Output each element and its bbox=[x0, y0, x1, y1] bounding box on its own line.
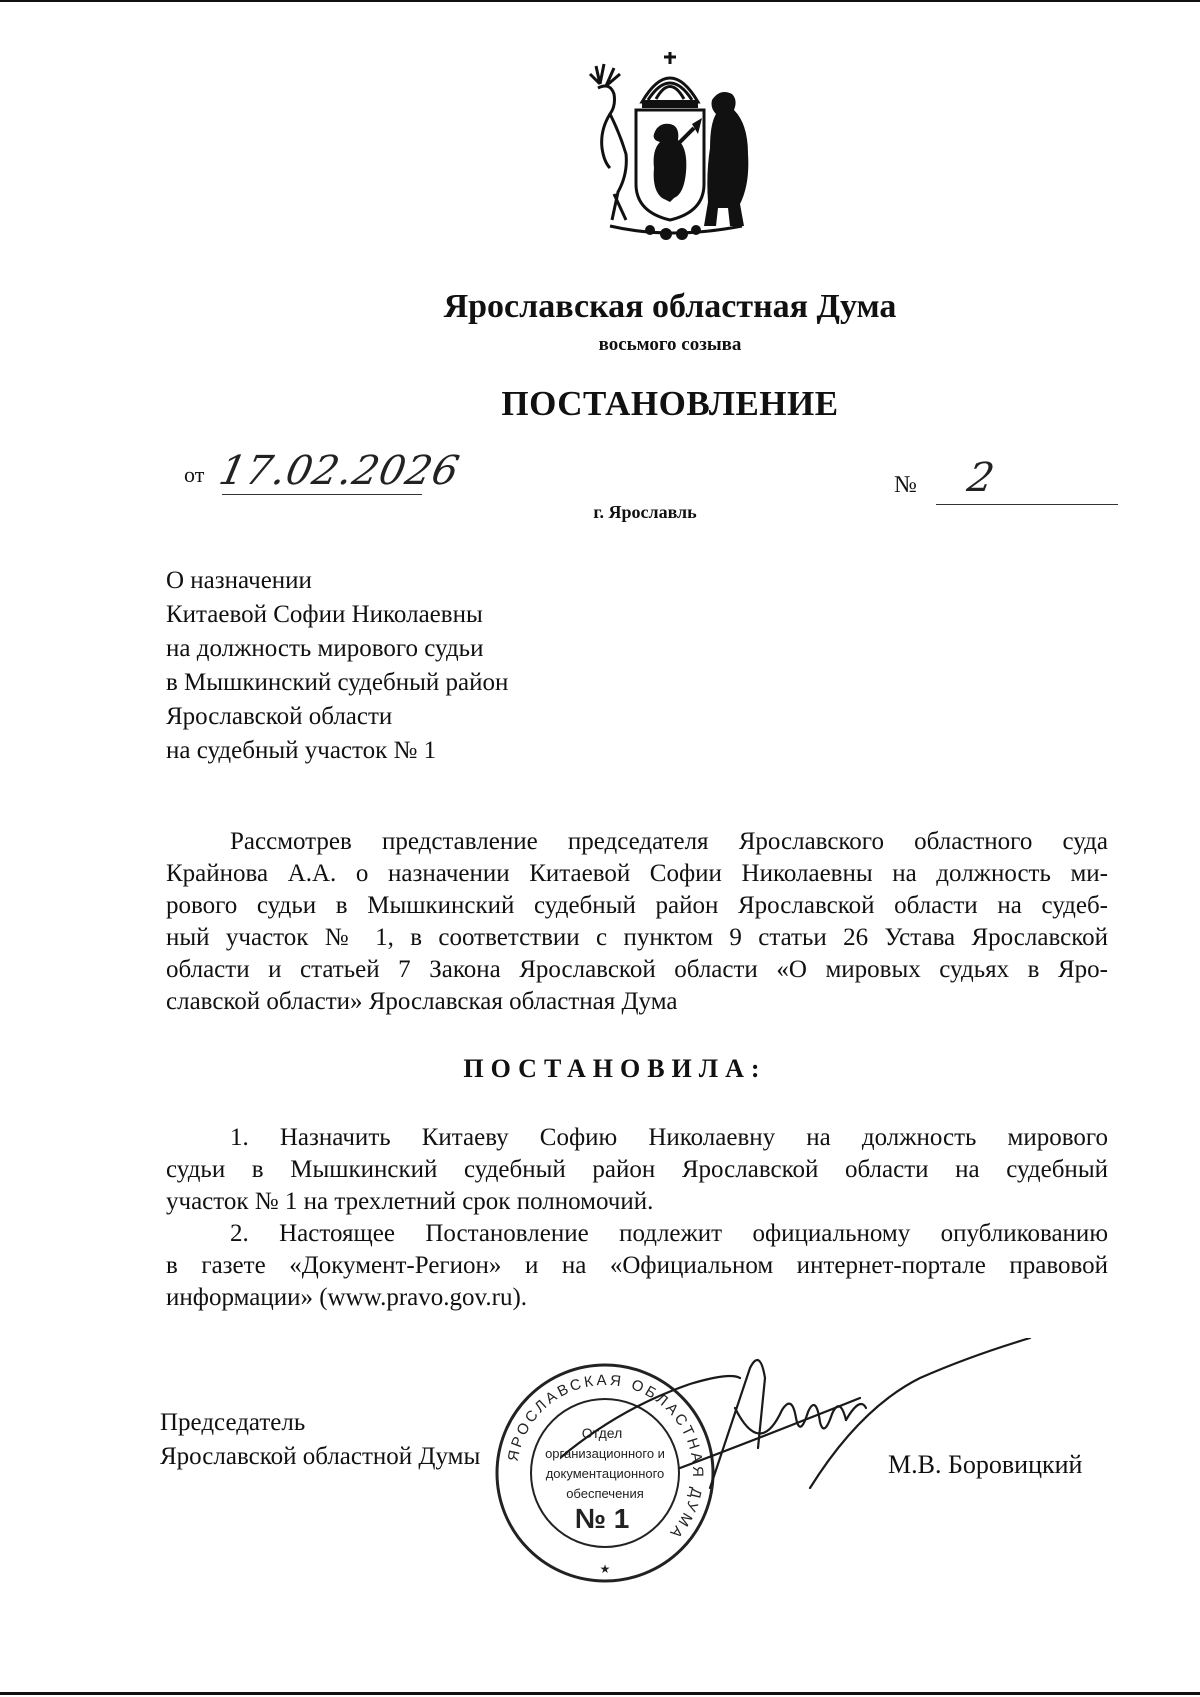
signatory-title-line: Ярославской областной Думы bbox=[160, 1443, 481, 1470]
signatory-title bbox=[160, 1406, 480, 1474]
stamp-star-icon: ★ bbox=[599, 1562, 611, 1576]
subject-line: на судебный участок № 1 bbox=[166, 737, 437, 764]
item-line: 1. Назначить Китаеву Софию Николаевну на должность мирового bbox=[230, 1124, 1108, 1151]
preamble-paragraph bbox=[166, 826, 1108, 1018]
signatory-name: М.В. Боровицкий bbox=[888, 1450, 1083, 1479]
preamble-line: славской области» Ярославская областная Дума bbox=[166, 988, 678, 1015]
stamp-line: обеспечения bbox=[566, 1486, 644, 1501]
preamble-line: области и статьей 7 Закона Ярославской области «О мировых судьях в Яро- bbox=[166, 956, 1108, 983]
date-prefix: от bbox=[184, 462, 205, 487]
preamble-line: Рассмотрев представление председателя Ярославского областного суда bbox=[230, 828, 1108, 855]
signatory-title-line: Председатель bbox=[160, 1409, 306, 1436]
coat-of-arms-emblem bbox=[570, 44, 770, 244]
item-line: участок № 1 на трехлетний срок полномочий. bbox=[166, 1188, 654, 1215]
stamp-line: документационного bbox=[545, 1466, 665, 1481]
subject-block bbox=[166, 564, 508, 768]
subject-line: О назначении bbox=[166, 567, 312, 594]
stamp-line: организационного и bbox=[545, 1446, 665, 1461]
item-line: судьи в Мышкинский судебный район Ярославской области на судебный bbox=[166, 1156, 1108, 1183]
subject-line: на должность мирового судьи bbox=[166, 635, 484, 662]
scan-bottom-border bbox=[0, 1692, 1200, 1695]
preamble-line: Крайнова А.А. о назначении Китаевой Софии Николаевны на должность ми- bbox=[166, 860, 1108, 887]
stamp-ring-text: ЯРОСЛАВСКАЯ ОБЛАСТНАЯ ДУМА bbox=[504, 1371, 707, 1544]
item-line: в газете «Документ-Регион» и на «Официальном интернет-портале правовой bbox=[166, 1252, 1108, 1279]
document-type-title: ПОСТАНОВЛЕНИЕ bbox=[501, 384, 839, 423]
stamp-number: № 1 bbox=[574, 1503, 630, 1534]
subject-line: в Мышкинский судебный район bbox=[166, 669, 509, 696]
date-underline bbox=[222, 494, 422, 495]
preamble-line: ный участок № 1, в соответствии с пунктом 9 статьи 26 Устава Ярославской bbox=[166, 924, 1108, 951]
preamble-line: рового судьи в Мышкинский судебный район Ярославской области на судеб- bbox=[166, 892, 1108, 919]
stamp-line: Отдел bbox=[581, 1425, 623, 1441]
subject-line: Китаевой Софии Николаевны bbox=[166, 601, 483, 628]
scan-top-border bbox=[0, 0, 1200, 2]
subject-line: Ярославской области bbox=[166, 703, 393, 730]
item-line: информации» (www.pravo.gov.ru). bbox=[166, 1284, 528, 1311]
convocation-label: восьмого созыва bbox=[598, 334, 742, 355]
organization-name: Ярославская областная Дума bbox=[443, 288, 897, 325]
resolution-items bbox=[166, 1122, 1108, 1314]
item-line: 2. Настоящее Постановление подлежит официальному опубликованию bbox=[230, 1220, 1108, 1247]
handwritten-date: 17.02.2026 bbox=[215, 448, 464, 494]
handwritten-number: 2 bbox=[963, 455, 998, 501]
city-label: г. Ярославль bbox=[593, 502, 697, 522]
number-sign: № bbox=[894, 472, 917, 498]
resolved-heading: ПОСТАНОВИЛА: bbox=[463, 1054, 767, 1083]
